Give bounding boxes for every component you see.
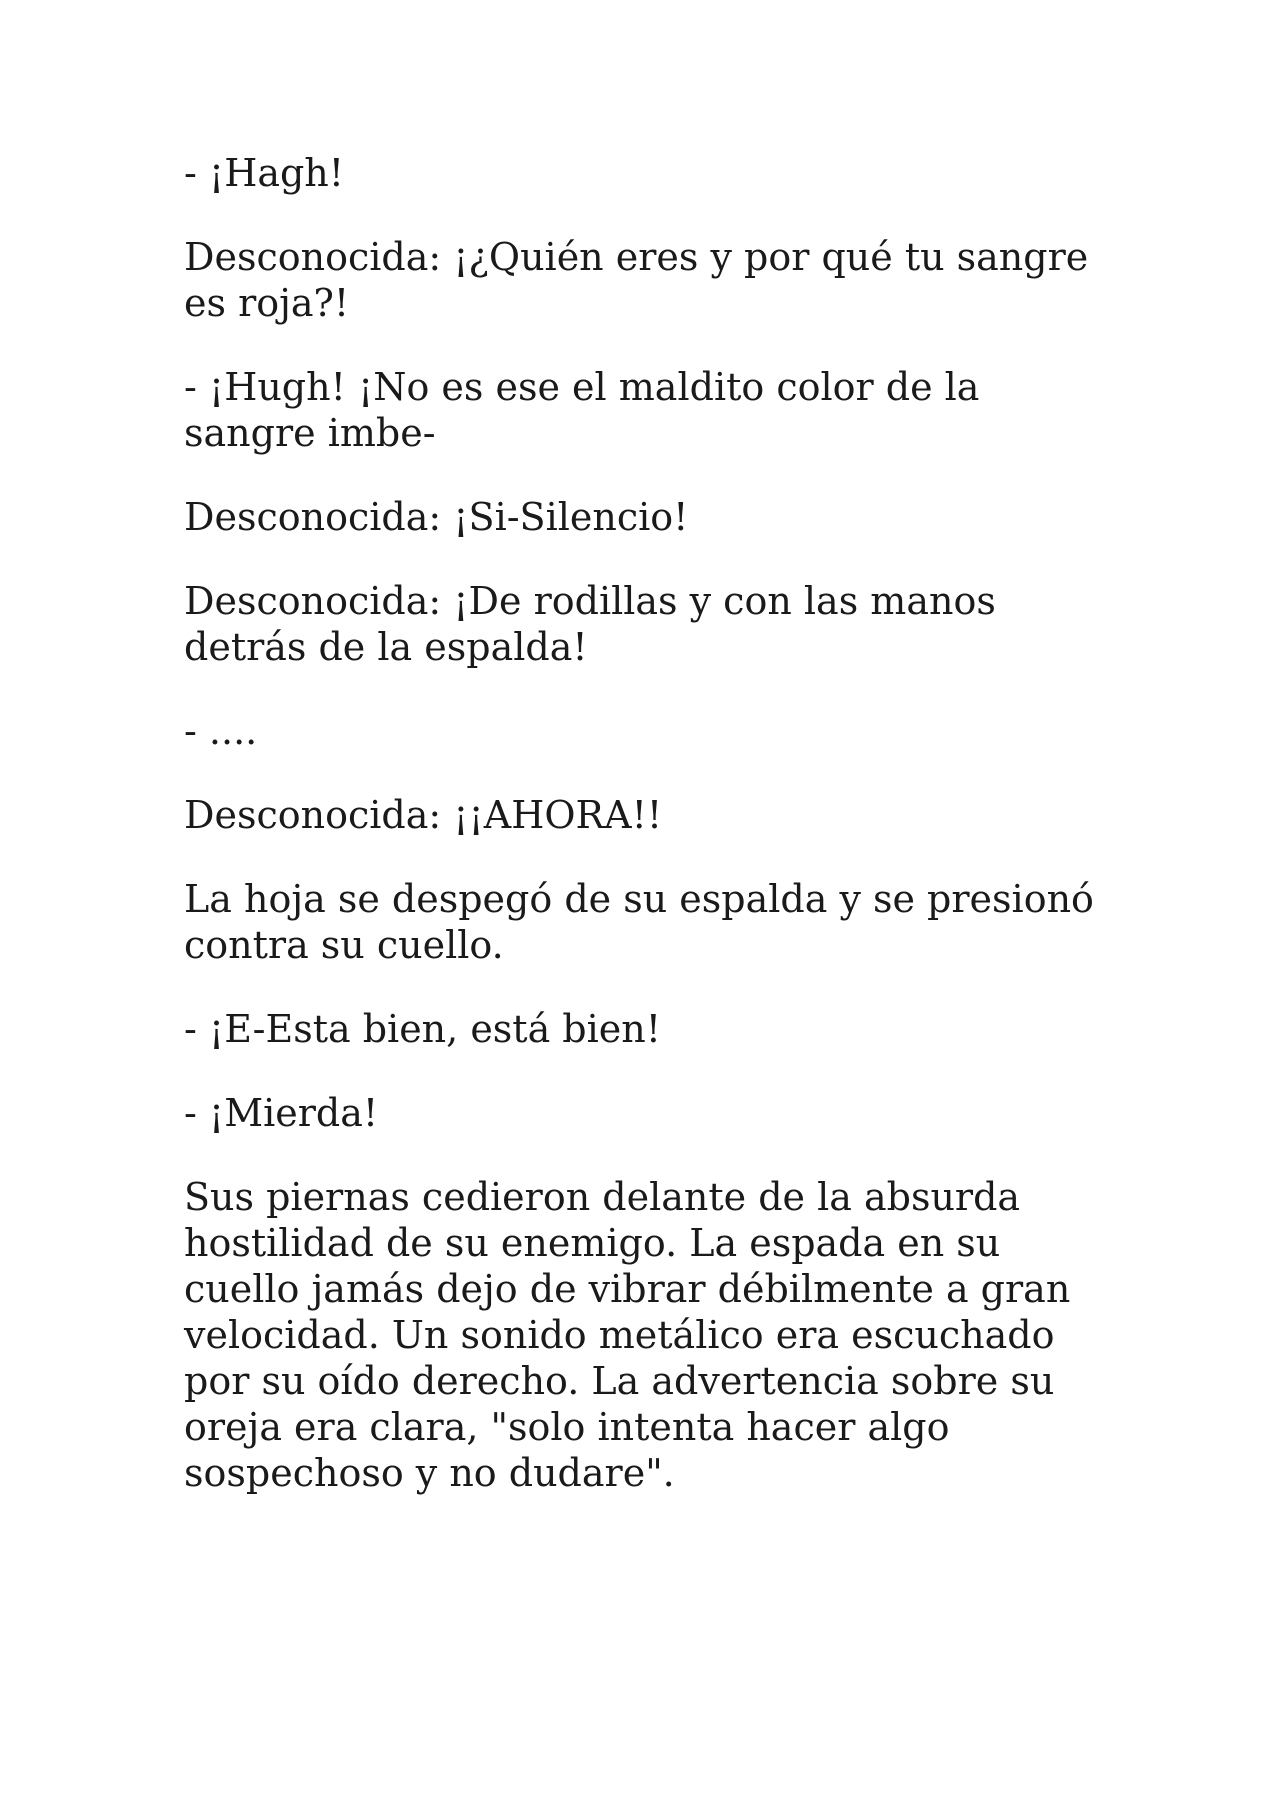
paragraph-la-hoja: La hoja se despegó de su espalda y se presionó contra su cuello. [184, 877, 1094, 967]
paragraph-ahora: Desconocida: ¡¡AHORA!! [184, 793, 663, 837]
paragraph-quien-eres: Desconocida: ¡¿Quién eres y por qué tu sangre es roja?! [184, 235, 1089, 325]
paragraph-esta-bien: - ¡E-Esta bien, está bien! [184, 1007, 662, 1051]
paragraph-mierda: - ¡Mierda! [184, 1091, 379, 1135]
paragraph-hagh: - ¡Hagh! [184, 151, 345, 195]
paragraph-ellipsis: - .... [184, 709, 258, 753]
paragraph-de-rodillas: Desconocida: ¡De rodillas y con las manos detrás de la espalda! [184, 579, 996, 669]
paragraph-hugh: - ¡Hugh! ¡No es ese el maldito color de la sangre imbe- [184, 365, 980, 455]
paragraph-sus-piernas: Sus piernas cedieron delante de la absurda hostilidad de su enemigo. La espada en su cuello jamás dejo de vibrar débilmente a gran velocidad. Un sonido metálico era escuchado por su oído derecho. La advertencia sobre su oreja era clara, "solo intenta hacer algo sospechoso y no dudare". [184, 1175, 1071, 1495]
paragraph-silencio: Desconocida: ¡Si-Silencio! [184, 495, 689, 539]
story-text [184, 150, 1104, 1534]
